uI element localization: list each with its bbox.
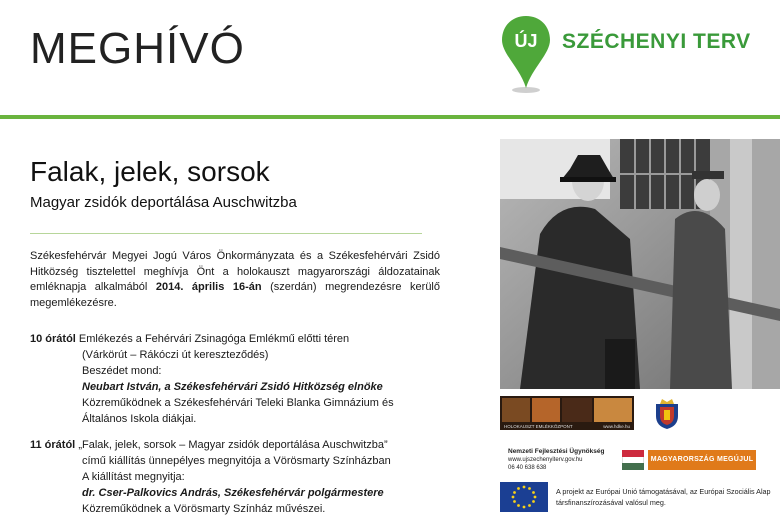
program-item-10 [30, 331, 470, 427]
location-pin-icon [500, 14, 552, 94]
intro-text-before: Székesfehérvár Megyei Jogú Város Önkormányzata és a Székesfehérvári Zsidó Hitközség tisztelettel meghívja Önt a holokauszt magyarországi áldozatainak emléknapja alkalmából [30, 250, 440, 294]
green-divider-bar [0, 115, 780, 119]
logo-text: SZÉCHENYI TERV [562, 30, 751, 53]
program-speaker: Neubart István, a Székesfehérvári Zsidó Hitközség elnöke [82, 381, 383, 393]
historical-photo [500, 139, 780, 389]
intro-text-after: (szerdán) megrendezésre kerülő megemlékezésre. [30, 281, 440, 309]
hungary-renews-badge [622, 448, 756, 472]
invitation-text [30, 249, 440, 311]
program-time: 10 órától [30, 333, 76, 345]
szechenyi-terv-logo [500, 14, 770, 100]
eu-funding-text: A projekt az Európai Unió támogatásával, az Európai Szociális Alap társfinanszírozásával valósul meg. [556, 487, 771, 507]
program-item-11 [30, 437, 470, 517]
program-performers-cont: Általános Iskola diákjai. [82, 413, 197, 425]
program-speech-label: Beszédet mond: [82, 365, 162, 377]
hungary-renews-label: MAGYARORSZÁG MEGÚJUL [648, 450, 756, 470]
holocaust-memorial-logo [500, 396, 634, 430]
program-performers: Közreműködnek a Székesfehérvári Teleki Blanka Gimnázium és [82, 397, 394, 409]
page-title: MEGHÍVÓ [30, 24, 245, 73]
logo-pin-text: ÚJ [514, 31, 538, 51]
agency-phone: 06 40 638 638 [508, 465, 547, 471]
program-description: Emlékezés a Fehérvári Zsinagóga Emlékmű előtti téren [78, 333, 350, 345]
event-date: 2014. április 16-án [155, 281, 262, 294]
hungarian-flag-icon [622, 450, 644, 470]
agency-info [508, 448, 618, 472]
program-description: „Falak, jelek, sorsok – Magyar zsidók deportálása Auschwitzba” [78, 439, 388, 451]
program-location: (Várkörút – Rákóczi út kereszteződés) [82, 349, 269, 361]
program-location: című kiállítás ünnepélyes megnyitója a Vörösmarty Színházban [82, 455, 391, 467]
sponsor-logos [500, 396, 780, 532]
event-subtitle: Magyar zsidók deportálása Auschwitzba [30, 194, 297, 211]
program-speaker: dr. Cser-Palkovics András, Székesfehérvár polgármestere [82, 487, 384, 499]
holocaust-logo-text: HOLOKAUSZT EMLÉKKÖZPONT [504, 424, 573, 429]
section-divider [30, 233, 422, 234]
program-line [30, 331, 470, 347]
event-title: Falak, jelek, sorsok [30, 156, 270, 187]
program-performers: Közreműködnek a Vörösmarty Színház művészei. [82, 503, 326, 515]
agency-url: www.ujszechenyiterv.gov.hu [508, 457, 583, 463]
holocaust-logo-url: www.hdke.hu [603, 424, 630, 429]
eu-flag-icon [500, 482, 548, 512]
program-opening-label: A kiállítást megnyitja: [82, 471, 185, 483]
agency-name: Nemzeti Fejlesztési Ügynökség [508, 448, 605, 455]
program-line [30, 437, 470, 453]
city-crest-icon [650, 398, 684, 430]
program-time: 11 órától [30, 439, 76, 451]
